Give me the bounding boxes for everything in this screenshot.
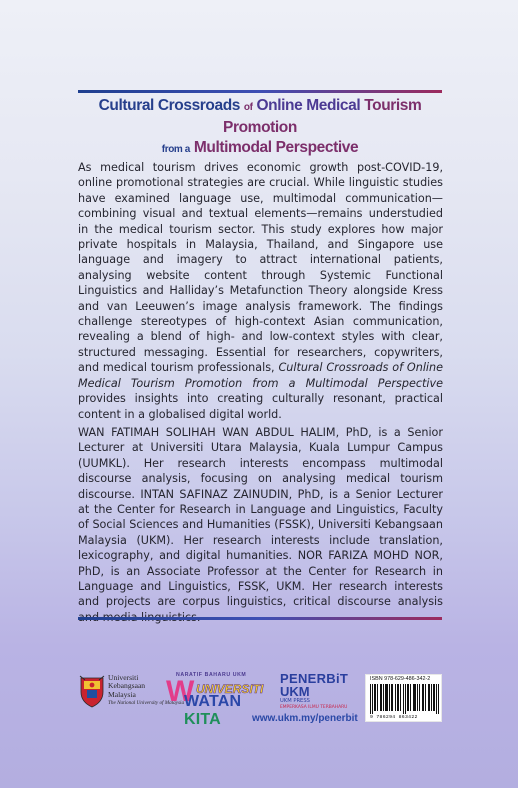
ukm-line-3: Malaysia [108, 689, 136, 699]
naratif-kita: KITA [184, 711, 221, 728]
book-title-line-1 [78, 96, 442, 138]
title-of: of [243, 102, 253, 113]
isbn-barcode [365, 674, 442, 722]
book-title-line-2 [78, 138, 442, 160]
penerbit-tagline: EMPERKASA ILMU TERBAHARU [280, 705, 348, 710]
abstract-text: As medical tourism drives economic growth post-COVID-19, online promotional strategies are crucial. While linguistic studies have examined language use, multimodal communication—combining visual and textual elements—remains understudied in the medical tourism sector. This study explores how major private hospitals in Malaysia, Thailand, and Singapore use language and imagery to attract international patients, analysing website content through Systemic Functional Linguistics and Halliday’s Metafunction Theory alongside Kress and van Leeuwen’s image analysis framework. The findings challenge stereotypes of high-context Asian communication, revealing a blend of high- and low-context styles with clear, structured messaging. Essential for researchers, copywriters, and medical tourism professionals, [78, 161, 443, 375]
barcode-icon [370, 684, 439, 714]
author-bios: WAN FATIMAH SOLIHAH WAN ABDUL HALIM, PhD, is a Senior Lecturer at Universiti Utara Malaysia, Kuala Lumpur Campus (UUMKL). Her research interests encompass multimodal discourse analysis, focusing on analysing medical tourism discourse. INTAN SAFINAZ ZAINUDIN, PhD, is a Senior Lecturer at the Center for Research in Language and Linguistics, Faculty of Social Sciences and Humanities (FSSK), Universiti Kebangsaan Malaysia (UKM). Her research interests include translation, lexicography, and digital humanities. NOR FARIZA MOHD NOR, PhD, is an Associate Professor at the Center for Research in Language and Linguistics, FSSK, UKM. Her research interests and projects are corpus linguistics, critical discourse analysis [78, 426, 443, 609]
title-cultural-crossroads: Cultural Crossroads [98, 97, 240, 114]
naratif-w-glyph: W [166, 675, 195, 708]
abstract-text-end: provides insights into creating culturally resonant, practical content in a globalised digital world. [78, 392, 443, 421]
naratif-universiti: UNIVERSITI [196, 682, 264, 696]
bio-rule-bottom [78, 617, 442, 620]
penerbit-press: UKM PRESS [280, 698, 310, 704]
publisher-website-link[interactable]: www.ukm.my/penerbit [252, 713, 358, 724]
title-rule-top [78, 90, 442, 93]
title-online-medical: Online Medical [256, 97, 361, 114]
naratif-watan: WATAN [184, 693, 242, 710]
naratif-baharu-logo [166, 672, 272, 728]
penerbit-ukm: UKM [280, 684, 310, 699]
naratif-heading: NARATIF BAHARU UKM [176, 672, 247, 678]
ukm-line-2: Kebangsaan [108, 681, 146, 691]
book-title [78, 96, 442, 160]
abstract-paragraph [78, 160, 443, 422]
isbn-label: ISBN 978-629-486-342-2 [370, 676, 431, 682]
penerbit-wordmark: PENERBiT [280, 671, 349, 686]
ukm-line-1: Universiti [108, 673, 139, 682]
isbn-digits: 9 786294 863422 [370, 715, 418, 720]
ukm-tagline: The National University of Malaysia [108, 700, 185, 707]
title-tourism-promotion: Tourism Promotion [223, 97, 422, 136]
abstract-book-title: Cultural Crossroads of Online Medical Tourism Promotion from a Multimodal Perspective [78, 361, 444, 390]
title-from-a: from a [161, 144, 190, 155]
publisher-logos [78, 664, 444, 726]
ukm-crest-icon [78, 674, 106, 708]
title-multimodal-perspective: Multimodal Perspective [193, 139, 359, 156]
penerbit-ukm-logo [280, 672, 360, 710]
